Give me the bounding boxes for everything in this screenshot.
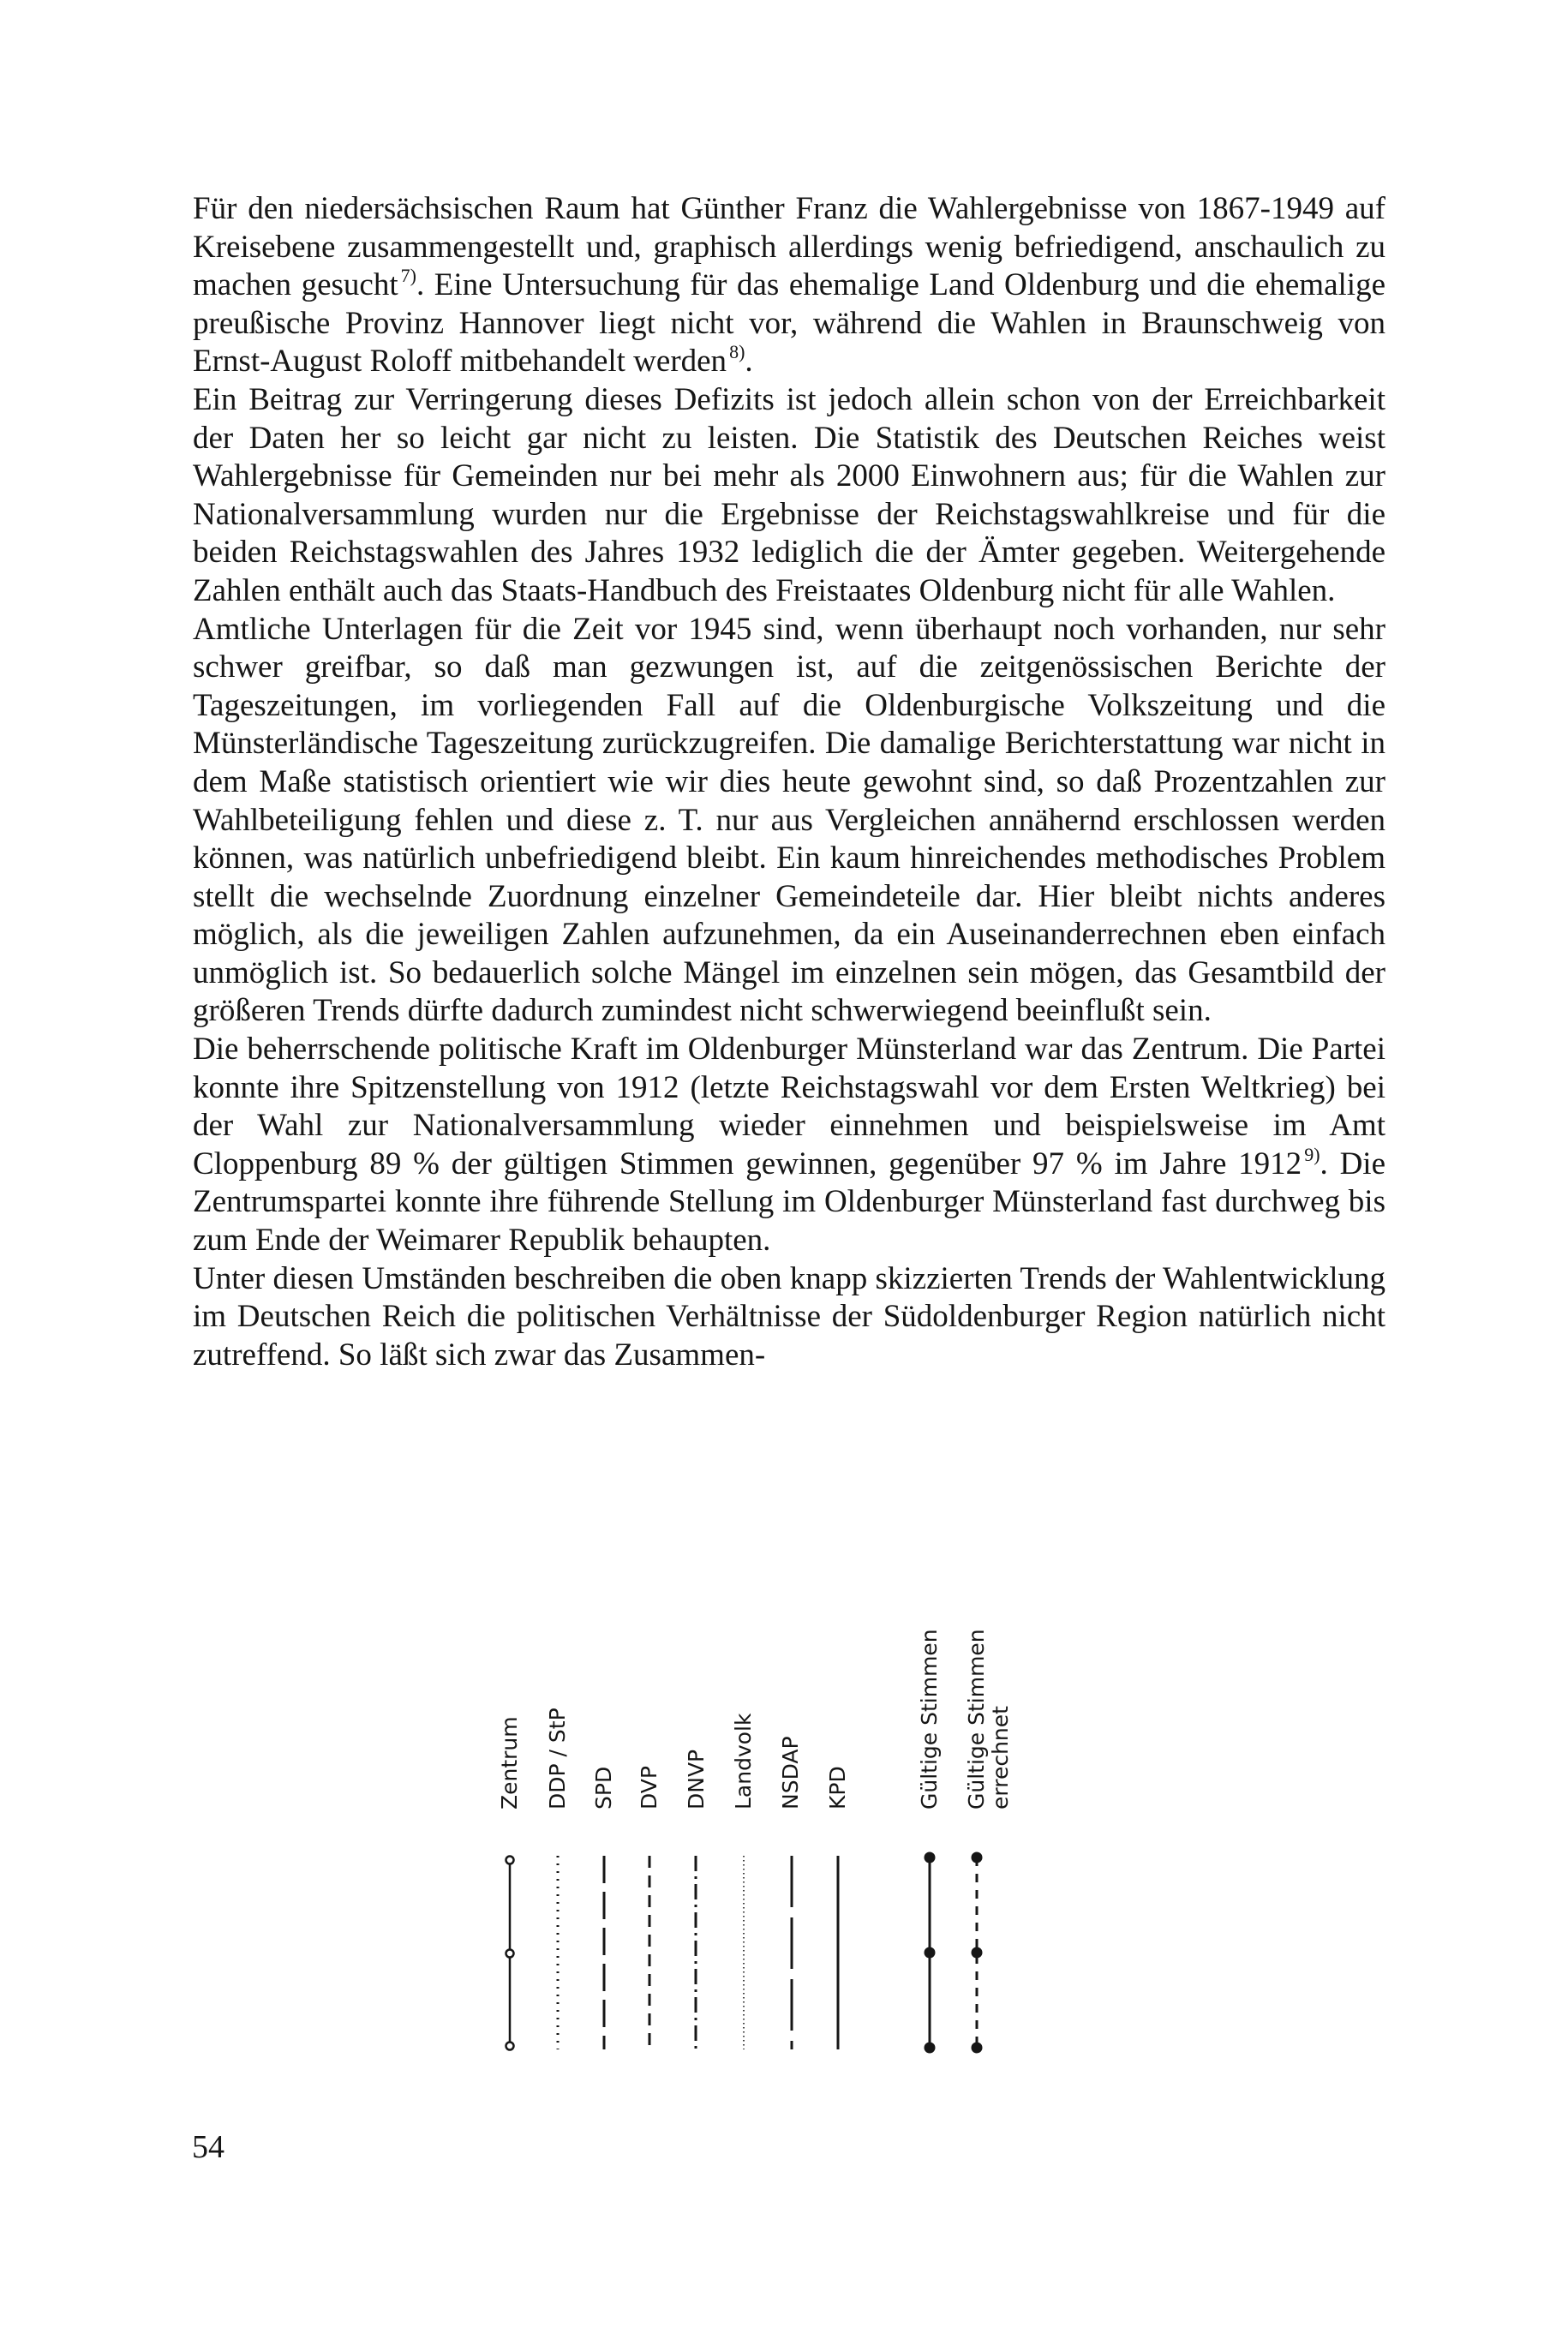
paragraph: Die beherrschende politische Kraft im Oldenburger Münsterland war das Zentrum. Die Partei konnte ihre Spitzenstellung von 1912 (letzte Reichstagswahl vor dem Ersten Weltkrieg) bei der Wahl zur Nationalversammlung wieder einnehmen und beispielsweise im Amt Cloppenburg 89 % der gültigen Stimmen gewinnen, gegenüber 97 % im Jahre 1912 $^{9)}$. Die Zentrumspartei konnte ihre führende Stellung im Oldenburger Münsterland fast durchweg bis zum Ende der Weimarer Republik behaupten.	[193, 1032, 1385, 1259]
legend-label-zentrum: Zentrum	[497, 1716, 522, 1810]
legend-label-nsdap: NSDAP	[778, 1736, 803, 1810]
legend-line-gueltige-stimmen-errechnet	[973, 1853, 981, 2052]
legend-label-spd: SPD	[591, 1766, 616, 1810]
legend-label-ddp-stp: DDP / StP	[545, 1708, 570, 1810]
footnote-ref[interactable]: 9)	[1304, 1143, 1320, 1165]
paragraph: Für den niedersächsischen Raum hat Günther Franz die Wahlergebnisse von 1867-1949 auf Kreisebene zusammengestellt und, graphisch allerdings wenig befriedigend, anschaulich zu machen gesucht $^{7)}$. Eine Untersuchung für das ehemalige Land Oldenburg und die ehemalige preußische Provinz Hannover liegt nicht vor, während die Wahlen in Braunschweig von Ernst-August Roloff mitbehandelt werden $^{8)}$.	[193, 191, 1385, 380]
paragraph: Amtliche Unterlagen für die Zeit vor 1945 sind, wenn überhaupt noch vorhanden, nur sehr schwer greifbar, so daß man gezwungen ist, auf die zeitgenössischen Berichte der Tageszeitungen, im vorliegenden Fall auf die Oldenburgische Volkszeitung und die Münsterländische Tageszeitung zurückzugreifen. Die damalige Berichterstattung war nicht in dem Maße statistisch orientiert wie wir dies heute gewohnt sind, so daß Prozentzahlen zur Wahlbeteiligung fehlen und diese z. T. nur aus Vergleichen annähernd erschlossen werden können, was natürlich unbefriedigend bleibt. Ein kaum hinreichendes methodisches Problem stellt die wechselnde Zuordnung einzelner Gemeindeteile dar. Hier bleibt nichts anderes möglich, als die jeweiligen Zahlen aufzunehmen, da ein Auseinanderrechnen eben einfach unmöglich ist. So bedauerlich solche Mängel im einzelnen sein mögen, das Gesamtbild der größeren Trends dürfte dadurch zumindest nicht schwerwiegend beeinflußt sein.	[193, 611, 1385, 1029]
legend-line-gueltige-stimmen	[925, 1853, 934, 2052]
footnote-ref[interactable]: 7)	[400, 265, 416, 287]
legend-label-landvolk: Landvolk	[731, 1713, 756, 1810]
page-number: 54	[192, 2129, 224, 2165]
legend-line-zentrum	[506, 1857, 514, 2050]
legend-label-dnvp: DNVP	[684, 1749, 709, 1810]
legend-label-gueltige-stimmen: Gültige Stimmen	[917, 1629, 942, 1810]
paragraph: Ein Beitrag zur Verringerung dieses Defizits ist jedoch allein schon von der Erreichbarkeit der Daten her so leicht gar nicht zu leisten. Die Statistik des Deutschen Reiches weist Wahlergebnisse für Gemeinden nur bei mehr als 2000 Einwohnern aus; für die Wahlen zur Nationalversammlung wurden nur die Ergebnisse der Reichstagswahlkreise und für die beiden Reichstagswahlen des Jahres 1932 lediglich die der Ämter gegeben. Weitergehende Zahlen enthält auch das Staats-Handbuch des Freistaates Oldenburg nicht für alle Wahlen.	[193, 381, 1385, 608]
legend-label-gueltige-stimmen-errechnet	[964, 1629, 1013, 1810]
legend-label-kpd: KPD	[825, 1766, 850, 1810]
footnote-ref[interactable]: 8)	[729, 341, 745, 363]
legend-label-line: Gültige Stimmen	[964, 1629, 989, 1810]
legend-label-dvp: DVP	[637, 1766, 661, 1810]
paragraph: Unter diesen Umständen beschreiben die oben knapp skizzierten Trends der Wahlentwicklung im Deutschen Reich die politischen Verhältnisse der Südoldenburger Region natürlich nicht zutreffend. So läßt sich zwar das Zusammen-	[193, 1260, 1385, 1373]
legend-label-line: errechnet	[988, 1706, 1013, 1810]
